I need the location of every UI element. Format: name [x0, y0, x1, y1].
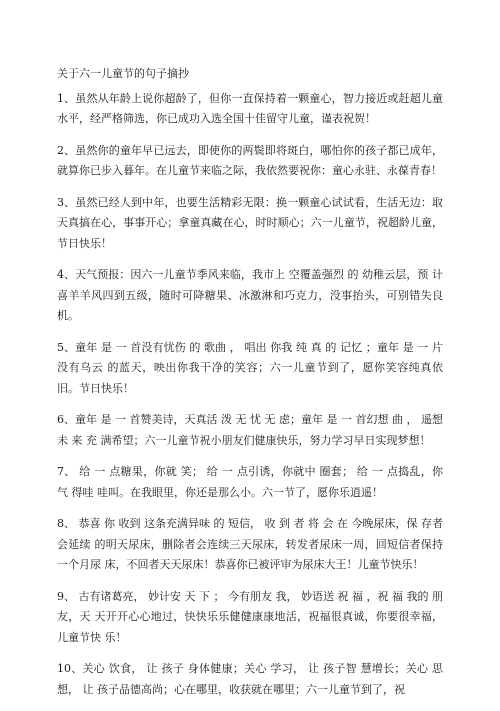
document-body [57, 64, 443, 711]
paragraph-3: 3、虽然已经人到中年，也要生活精彩无限：换一颗童心试试看，生活无边：取天真搞在心，事事开心；拿童真藏在心，时时顺心；六一儿童节，祝超龄儿童，节日快乐！ [57, 195, 443, 250]
paragraph-5: 5、童年 是 一 首没有忧伤 的 歌曲 ， 唱出 你我 纯 真 的 记忆 ；童年 是 一 片没有乌云 的蓝天，映出你我干净的笑容；六一儿童节到了，愿你笑容纯真依旧。节日快乐！ [57, 340, 443, 395]
paragraph-2: 2、虽然你的童年早已远去，即使你的两鬓即将斑白，哪怕你的孩子都已成年，就算你已步入暮年。在儿童节来临之际，我依然要祝你：童心永驻、永葆青春！ [57, 143, 443, 177]
paragraph-1: 1、虽然从年龄上说你超龄了，但你一直保持着一颗童心，智力接近或赶超儿童水平，经严格筛选，你已成功入选全国十佳留守儿童，谨表祝贺！ [57, 91, 443, 125]
paragraph-4: 4、天气预报：因六一儿童节季风来临，我市上 空覆盖强烈 的 幼稚云层，预 计 喜羊羊风四到五级，随时可降糖果、冰激淋和巧克力，没事抬头，可别错失良机。 [57, 268, 443, 322]
paragraph-8: 8、 恭喜 你 收到 这条充满异味 的 短信， 收 到 者 将 会 在 今晚尿床，保 存者会延续 的明天尿床，删除者会连续三天尿床，转发者尿床一周，回短信者保持一个月尿 床，不回者天天尿床！恭喜你已被评审为尿床大王！儿童节快乐！ [57, 517, 443, 571]
paragraph-10: 10、关心 饮食， 让 孩子 身体健康；关心 学习， 让 孩子智 慧增长；关心 思想， 让 孩子品德高尚；心在哪里，收获就在哪里；六一儿童节到了，祝 [57, 662, 443, 696]
document-title: 关于六一儿童节的句子摘抄 [57, 67, 189, 80]
paragraph-6: 6、童年 是 一 首赞美诗，天真活 泼 无 忧 无 虑；童年 是 一 首幻想 曲 ， 遥想未 来 充 满希望；六一儿童节祝小朋友们健康快乐，努力学习早日实现梦想！ [57, 413, 443, 447]
paragraph-7: 7、 给 一 点糖果，你就 笑； 给 一 点引诱，你就中 圈套； 给 一 点捣乱，你气 得哇 哇叫。在我眼里，你还是那么小。六一节了，愿你乐逍遥！ [57, 465, 443, 499]
paragraph-9: 9、 古有诸葛亮， 妙计安 天 下 ； 今有朋友 我， 妙语送 祝 福 ，祝 福 我的 朋友，天 天开开心心地过，快快乐乐健健康康地活，祝福很真诚，你要很幸福，儿童节快 乐！ [57, 589, 443, 644]
